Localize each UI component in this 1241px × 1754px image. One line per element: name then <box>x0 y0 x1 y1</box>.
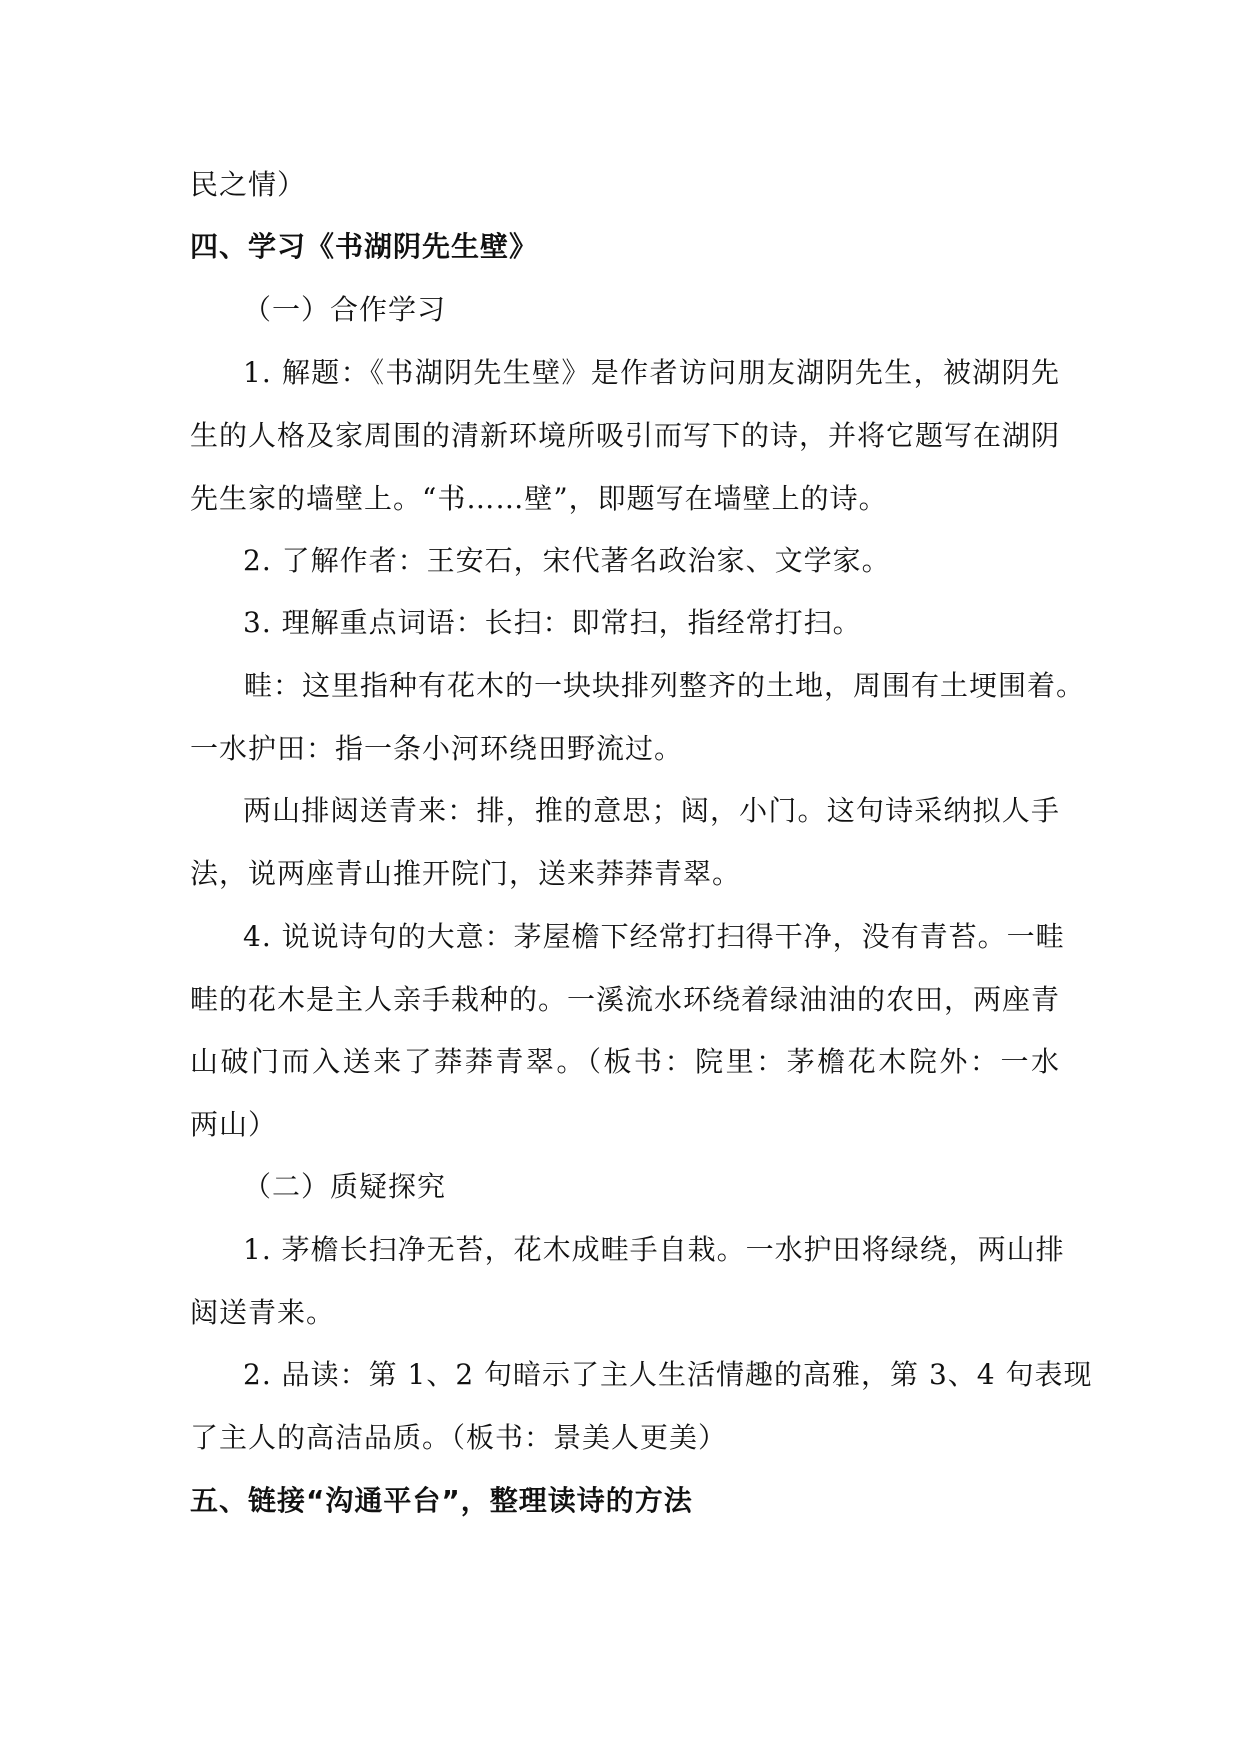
text-line: 民之情） <box>190 168 307 201</box>
text-line: 2. 了解作者：王安石，宋代著名政治家、文学家。 <box>243 544 891 577</box>
text-line: 2. 品读：第 1、2 句暗示了主人生活情趣的高雅，第 3、4 句表现 <box>243 1358 1093 1391</box>
text-line: 畦的花木是主人亲手栽种的。一溪流水环绕着绿油油的农田，两座青 <box>190 983 1061 1016</box>
text-line: 山破门而入送来了莽莽青翠。（板书：院里：茅檐花木院外：一水 <box>190 1045 1060 1078</box>
text-line: 两山排闼送青来：排，推的意思；闼，小门。这句诗采纳拟人手 <box>243 794 1060 827</box>
text-line: 闼送青来。 <box>190 1296 336 1329</box>
text-line: 了主人的高洁品质。（板书：景美人更美） <box>190 1421 728 1454</box>
text-line: 一水护田：指一条小河环绕田野流过。 <box>190 732 684 765</box>
text-line: 畦：这里指种有花木的一块块排列整齐的土地，周围有土埂围着。 <box>244 669 1086 702</box>
text-line: 1. 解题：《书湖阴先生壁》是作者访问朋友湖阴先生，被湖阴先 <box>243 356 1060 389</box>
section-heading: 四、学习《书湖阴先生壁》 <box>190 230 539 263</box>
section-heading: 五、链接“沟通平台”，整理读诗的方法 <box>190 1484 693 1517</box>
text-line: 法，说两座青山推开院门，送来莽莽青翠。 <box>190 857 742 890</box>
text-line: 两山） <box>190 1108 278 1141</box>
text-line: 4. 说说诗句的大意：茅屋檐下经常打扫得干净，没有青苔。一畦 <box>243 920 1065 953</box>
subsection-heading: （二）质疑探究 <box>243 1170 447 1203</box>
text-line: 先生家的墙壁上。“书……壁”，即题写在墙壁上的诗。 <box>190 482 888 515</box>
text-line: 1. 茅檐长扫净无苔，花木成畦手自栽。一水护田将绿绕，两山排 <box>243 1233 1065 1266</box>
text-line: 生的人格及家周围的清新环境所吸引而写下的诗，并将它题写在湖阴 <box>190 419 1061 452</box>
text-line: 3. 理解重点词语：长扫：即常扫，指经常打扫。 <box>243 606 862 639</box>
subsection-heading: （一）合作学习 <box>243 293 447 326</box>
